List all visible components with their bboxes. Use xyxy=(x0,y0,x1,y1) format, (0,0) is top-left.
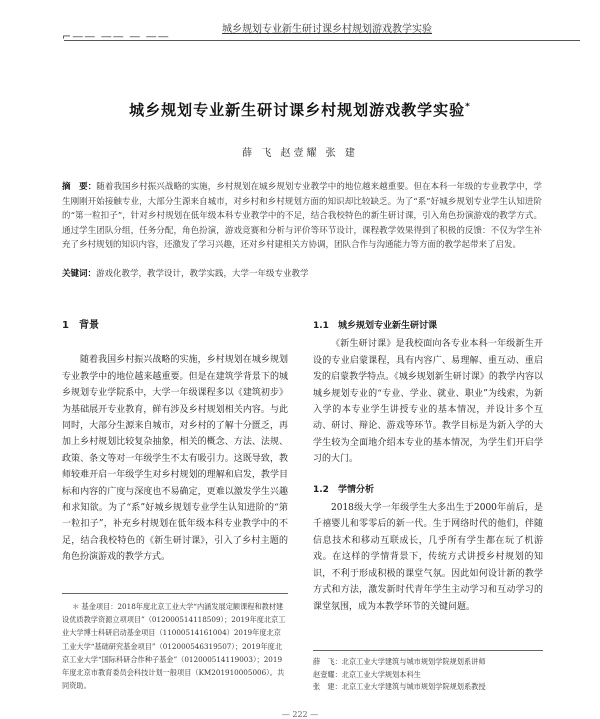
header-decoration: ⌐—— —— — —— xyxy=(62,30,170,43)
footnote xyxy=(62,600,288,692)
section-heading: 1 背景 xyxy=(62,320,99,331)
running-title: 城乡规划专业新生研讨课乡村规划游戏教学实验 xyxy=(222,24,432,35)
subsection-heading: 1.1 城乡规划专业新生研讨课 xyxy=(313,321,437,331)
affiliation-line: 张 建：北京工业大学建筑与城市规划学院规划系教授 xyxy=(313,682,486,691)
paper-title: 城乡规划专业新生研讨课乡村规划游戏教学实验* xyxy=(129,101,471,119)
keywords xyxy=(62,267,542,281)
affiliation-rule xyxy=(313,650,543,651)
footnote-text: ＊ 基金项目：2018年度北京工业大学“内涵发展定额课程和教材建设优质教学资源立项项目”（012000514118509）；2019年度北京工业大学博士科研启动基金项目（11000514161004）2019年度北京工业大学“基础研究基金项目”（012000546319507）；2019年度北京工业大学“国际科研合作种子基金”（012000514119003）；2019年度北京市教育委员会科技计划一般项目（KM201910005006）。共同资助。 xyxy=(62,602,286,691)
affiliation-line: 赵壹耀：北京工业大学规划本科生 xyxy=(313,669,421,679)
subsection-heading: 1.2 学情分析 xyxy=(313,484,374,495)
page-number: — 222 — xyxy=(281,710,319,719)
right-column xyxy=(313,318,543,615)
paragraph: 《新生研讨课》是我校面向各专业本科一年级新生开设的专业启蒙课程，具有内容广、易理解、重互动、重启发的启蒙教学特点。《城乡规划新生研讨课》的教学内容以城乡规划专业的“专业、学业、就业、职业”为线索，为新入学的本专业学生讲授专业的基本情况，并设计多个互动、研讨、辩论、游戏等环节。教学目标是为新入学的大学生较为全面地介绍本专业的基本情况，为学生们开启学习的大门。 xyxy=(313,339,543,465)
author-list: 薛 飞 赵壹耀 张 建 xyxy=(242,148,358,159)
author-affiliations xyxy=(313,656,543,694)
keywords-label: 关键词： xyxy=(62,269,97,279)
abstract-text: 随着我国乡村振兴战略的实施，乡村规划在城乡规划专业教学中的地位越来越重要。但在本科一年级的专业教学中，学生刚刚开始接触专业，大部分生源来自城市，对乡村和乡村规划方面的知识却比较缺乏。为了“系”好城乡规划专业学生认知进阶的“第一粒扣子”，针对乡村规划在低年级本科专业教学中的不足，结合我校特色的新生研讨课，引入角色扮演游戏的教学方式。通过学生团队分组，任务分配，角色扮演，游戏竞赛和分析与评价等环节设计，课程教学效果得到了积极的反馈：不仅为学生补充了乡村规划的知识内容，还激发了学习兴趣，还对乡村建相关方协调，团队合作与沟通能力等方面的教学起带来了启发。 xyxy=(62,182,542,250)
abstract-label: 摘 要： xyxy=(62,182,97,192)
paragraph: 随着我国乡村振兴战略的实施，乡村规划在城乡规划专业教学中的地位越来越重要。但是在建筑学背景下的城乡规划专业学院系中，大学一年级课程多以《建筑初步》为基础展开专业教育，鲜有涉及乡村规划相关内容。与此同时，大部分生源来自城市，对乡村的了解十分匮乏，再加上乡村规划比较复杂抽象，相关的概念、方法、法规、政策、条文等对一年级学生不太有吸引力。这既导致，教师较难开启一年级学生对乡村规划的理解和启发，教学目标和内容的广度与深度也不易确定，更难以激发学生兴趣和求知欲。为了“系”好城乡规划专业学生认知进阶的“第一粒扣子”，补充乡村规划在低年级本科专业教学中的不足，结合我校特色的《新生研讨课》，引入了乡村主题的角色扮演游戏的教学方式。 xyxy=(62,355,288,563)
paragraph: 2018级大学一年级学生大多出生于2000年前后，是千禧婴儿和零零后的新一代。生于网络时代的他们，伴随信息技术和移动互联成长，几乎所有学生都在玩了机游戏。在这样的学情背景下，传统方式讲授乡村规划的知识，不利于形成积极的课堂气氛。因此如何设计新的教学方式和方法，激发新时代青年学生主动学习和互动学习的课堂氛围，成为本教学环节的关键问题。 xyxy=(313,503,543,612)
left-column xyxy=(62,318,288,566)
header-rule xyxy=(64,40,580,41)
running-header xyxy=(0,0,600,50)
keywords-text: 游戏化教学，教学设计，教学实践，大学一年级专业教学 xyxy=(96,269,309,279)
affiliation-line: 薛 飞：北京工业大学建筑与城市规划学院规划系讲师 xyxy=(313,657,486,666)
abstract xyxy=(62,180,542,253)
footnote-rule xyxy=(62,593,288,594)
